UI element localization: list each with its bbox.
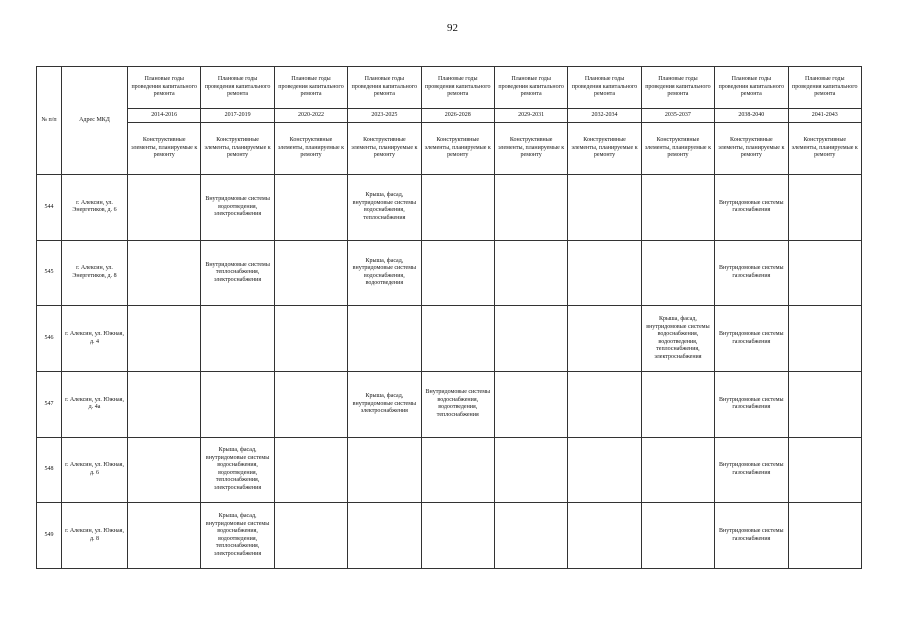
plan-header-row bbox=[37, 67, 862, 109]
repair-cell bbox=[274, 240, 347, 306]
plan-header: Плановые годы проведения капитального ремонта bbox=[641, 67, 714, 109]
row-number: 545 bbox=[37, 240, 62, 306]
repair-cell bbox=[421, 306, 494, 372]
elements-header: Конструктивные элементы, планируемые к ремонту bbox=[421, 123, 494, 175]
repair-cell: Внутридомовые системы водоснабжения, водоотведения, теплоснабжения bbox=[421, 371, 494, 437]
elements-header: Конструктивные элементы, планируемые к ремонту bbox=[201, 123, 274, 175]
table-body bbox=[37, 175, 862, 569]
repair-cell bbox=[641, 240, 714, 306]
page-number: 92 bbox=[447, 22, 458, 34]
table-row bbox=[37, 371, 862, 437]
period-header: 2017-2019 bbox=[201, 109, 274, 123]
plan-header: Плановые годы проведения капитального ремонта bbox=[421, 67, 494, 109]
repair-cell bbox=[641, 371, 714, 437]
repair-cell bbox=[788, 306, 861, 372]
repair-plan-table bbox=[36, 66, 862, 569]
repair-cell: Внутридомовые системы газоснабжения bbox=[715, 503, 788, 569]
repair-cell bbox=[348, 437, 421, 503]
repair-cell bbox=[128, 240, 201, 306]
repair-cell: Внутридомовые системы теплоснабжения, электроснабжения bbox=[201, 240, 274, 306]
elements-header: Конструктивные элементы, планируемые к ремонту bbox=[128, 123, 201, 175]
repair-cell bbox=[201, 371, 274, 437]
repair-cell bbox=[568, 175, 641, 241]
repair-cell: Крыша, фасад, внутридомовые системы водоснабжения, теплоснабжения bbox=[348, 175, 421, 241]
table-row bbox=[37, 175, 862, 241]
repair-cell bbox=[788, 503, 861, 569]
table-row bbox=[37, 503, 862, 569]
repair-cell bbox=[128, 437, 201, 503]
elements-header: Конструктивные элементы, планируемые к ремонту bbox=[715, 123, 788, 175]
repair-cell: Внутридомовые системы газоснабжения bbox=[715, 437, 788, 503]
plan-header: Плановые годы проведения капитального ремонта bbox=[201, 67, 274, 109]
elements-header: Конструктивные элементы, планируемые к ремонту bbox=[274, 123, 347, 175]
row-address: г. Алексин, ул. Энергетиков, д. 6 bbox=[62, 175, 128, 241]
row-number: 544 bbox=[37, 175, 62, 241]
repair-cell bbox=[128, 175, 201, 241]
plan-header: Плановые годы проведения капитального ремонта bbox=[348, 67, 421, 109]
repair-cell bbox=[128, 306, 201, 372]
repair-cell bbox=[274, 437, 347, 503]
row-number: 546 bbox=[37, 306, 62, 372]
repair-cell bbox=[274, 503, 347, 569]
repair-cell bbox=[788, 371, 861, 437]
plan-header: Плановые годы проведения капитального ремонта bbox=[715, 67, 788, 109]
repair-cell bbox=[641, 437, 714, 503]
elements-header: Конструктивные элементы, планируемые к ремонту bbox=[494, 123, 567, 175]
repair-cell bbox=[788, 240, 861, 306]
repair-cell bbox=[788, 175, 861, 241]
repair-cell bbox=[128, 371, 201, 437]
elements-header: Конструктивные элементы, планируемые к ремонту bbox=[641, 123, 714, 175]
period-header: 2032-2034 bbox=[568, 109, 641, 123]
repair-cell: Внутридомовые системы газоснабжения bbox=[715, 240, 788, 306]
plan-header: Плановые годы проведения капитального ремонта bbox=[274, 67, 347, 109]
repair-cell: Внутридомовые системы водоотведения, электроснабжения bbox=[201, 175, 274, 241]
plan-header: Плановые годы проведения капитального ремонта bbox=[128, 67, 201, 109]
repair-cell bbox=[641, 503, 714, 569]
row-number: 547 bbox=[37, 371, 62, 437]
elements-header: Конструктивные элементы, планируемые к ремонту bbox=[788, 123, 861, 175]
period-header: 2020-2022 bbox=[274, 109, 347, 123]
table-row bbox=[37, 306, 862, 372]
repair-cell bbox=[421, 175, 494, 241]
period-header-row bbox=[37, 109, 862, 123]
repair-cell: Внутридомовые системы газоснабжения bbox=[715, 306, 788, 372]
table-row bbox=[37, 240, 862, 306]
repair-cell bbox=[494, 240, 567, 306]
repair-cell: Крыша, фасад, внутридомовые системы электроснабжения bbox=[348, 371, 421, 437]
period-header: 2023-2025 bbox=[348, 109, 421, 123]
repair-cell bbox=[201, 306, 274, 372]
row-address: г. Алексин, ул. Южная, д. 6 bbox=[62, 437, 128, 503]
row-address: г. Алексин, ул. Южная, д. 8 bbox=[62, 503, 128, 569]
row-address: г. Алексин, ул. Южная, д. 4а bbox=[62, 371, 128, 437]
plan-header: Плановые годы проведения капитального ремонта bbox=[788, 67, 861, 109]
repair-cell bbox=[421, 437, 494, 503]
period-header: 2014-2016 bbox=[128, 109, 201, 123]
repair-cell: Крыша, фасад, внутридомовые системы водоснабжения, водоотведения bbox=[348, 240, 421, 306]
repair-cell bbox=[274, 175, 347, 241]
repair-cell: Крыша, фасад, внутридомовые системы водоснабжения, водоотведения, теплоснабжения, электроснабжения bbox=[201, 503, 274, 569]
row-address: г. Алексин, ул. Энергетиков, д. 8 bbox=[62, 240, 128, 306]
plan-header: Плановые годы проведения капитального ремонта bbox=[494, 67, 567, 109]
row-number: 549 bbox=[37, 503, 62, 569]
table-row bbox=[37, 437, 862, 503]
repair-cell bbox=[494, 371, 567, 437]
repair-cell bbox=[494, 503, 567, 569]
repair-cell bbox=[641, 175, 714, 241]
repair-cell bbox=[568, 240, 641, 306]
row-address: г. Алексин, ул. Южная, д. 4 bbox=[62, 306, 128, 372]
elements-header: Конструктивные элементы, планируемые к ремонту bbox=[568, 123, 641, 175]
repair-cell bbox=[494, 306, 567, 372]
period-header: 2026-2028 bbox=[421, 109, 494, 123]
elements-header-row bbox=[37, 123, 862, 175]
repair-cell bbox=[494, 175, 567, 241]
period-header: 2041-2043 bbox=[788, 109, 861, 123]
col-num-header: № п/п bbox=[37, 67, 62, 175]
repair-cell bbox=[568, 503, 641, 569]
repair-cell bbox=[128, 503, 201, 569]
repair-cell bbox=[494, 437, 567, 503]
repair-cell bbox=[568, 306, 641, 372]
repair-cell bbox=[421, 240, 494, 306]
repair-cell bbox=[348, 306, 421, 372]
repair-cell: Внутридомовые системы газоснабжения bbox=[715, 371, 788, 437]
period-header: 2038-2040 bbox=[715, 109, 788, 123]
repair-cell bbox=[421, 503, 494, 569]
row-number: 548 bbox=[37, 437, 62, 503]
repair-cell: Внутридомовые системы газоснабжения bbox=[715, 175, 788, 241]
period-header: 2035-2037 bbox=[641, 109, 714, 123]
plan-header: Плановые годы проведения капитального ремонта bbox=[568, 67, 641, 109]
elements-header: Конструктивные элементы, планируемые к ремонту bbox=[348, 123, 421, 175]
repair-cell bbox=[348, 503, 421, 569]
period-header: 2029-2031 bbox=[494, 109, 567, 123]
repair-cell: Крыша, фасад, внутридомовые системы водоснабжения, водоотведения, теплоснабжения, электроснабжения bbox=[201, 437, 274, 503]
repair-cell: Крыша, фасад, внутридомовые системы водоснабжения, водоотведения, теплоснабжения, электроснабжения bbox=[641, 306, 714, 372]
repair-cell bbox=[568, 371, 641, 437]
repair-cell bbox=[788, 437, 861, 503]
col-address-header: Адрес МКД bbox=[62, 67, 128, 175]
repair-cell bbox=[568, 437, 641, 503]
repair-cell bbox=[274, 306, 347, 372]
repair-cell bbox=[274, 371, 347, 437]
